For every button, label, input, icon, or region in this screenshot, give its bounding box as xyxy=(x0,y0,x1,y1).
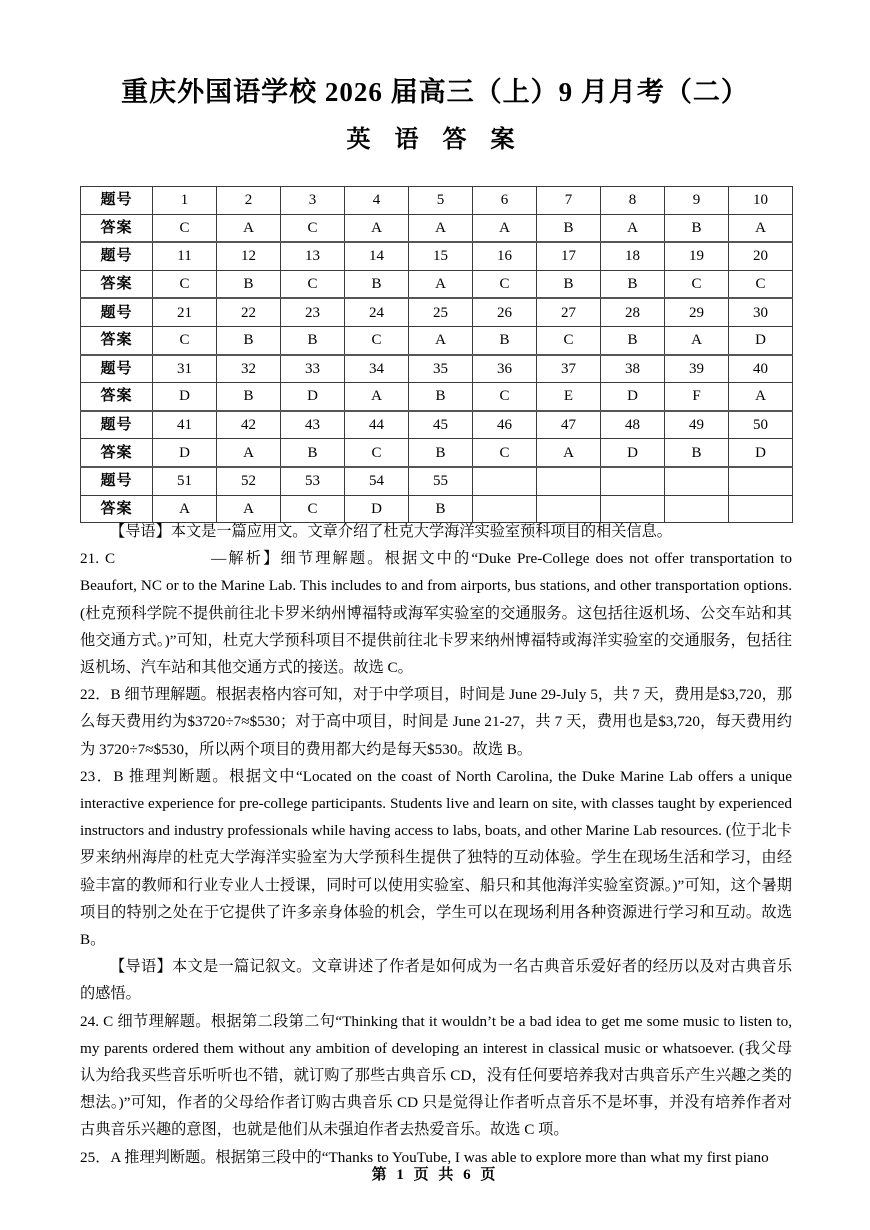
question-number: 51 xyxy=(153,467,217,495)
row-header-answer: 答案 xyxy=(81,326,153,354)
question-number: 2 xyxy=(217,187,281,215)
question-number: 3 xyxy=(281,187,345,215)
answer-cell: B xyxy=(345,270,409,298)
answer-cell: B xyxy=(601,270,665,298)
question-number: 36 xyxy=(473,355,537,383)
question-number: 54 xyxy=(345,467,409,495)
row-header-answer: 答案 xyxy=(81,383,153,411)
row-header-answer: 答案 xyxy=(81,214,153,242)
question-number: 37 xyxy=(537,355,601,383)
explanation-number-21: 21. C xyxy=(80,550,116,568)
question-number-empty xyxy=(729,467,793,495)
question-number: 41 xyxy=(153,411,217,439)
question-number: 35 xyxy=(409,355,473,383)
answer-table xyxy=(80,186,793,523)
answer-cell: D xyxy=(729,439,793,467)
question-number: 21 xyxy=(153,298,217,326)
answer-cell: C xyxy=(473,439,537,467)
question-number: 47 xyxy=(537,411,601,439)
question-number-empty xyxy=(537,467,601,495)
answer-cell: C xyxy=(665,270,729,298)
question-number: 38 xyxy=(601,355,665,383)
answer-cell: A xyxy=(537,439,601,467)
answer-cell: B xyxy=(217,326,281,354)
question-number: 26 xyxy=(473,298,537,326)
answer-cell: A xyxy=(409,214,473,242)
question-number-empty xyxy=(473,467,537,495)
question-number: 30 xyxy=(729,298,793,326)
answer-cell: D xyxy=(345,495,409,523)
answer-cell: C xyxy=(153,326,217,354)
question-number: 53 xyxy=(281,467,345,495)
row-header-number: 题号 xyxy=(81,242,153,270)
answer-cell: A xyxy=(409,270,473,298)
answer-cell: D xyxy=(153,383,217,411)
answer-cell: B xyxy=(409,439,473,467)
answer-cell: A xyxy=(409,326,473,354)
row-header-number: 题号 xyxy=(81,298,153,326)
question-number: 49 xyxy=(665,411,729,439)
question-number: 9 xyxy=(665,187,729,215)
answer-cell: A xyxy=(473,214,537,242)
answer-cell: B xyxy=(217,270,281,298)
question-number: 17 xyxy=(537,242,601,270)
answer-cell: C xyxy=(729,270,793,298)
question-number: 34 xyxy=(345,355,409,383)
answer-cell: D xyxy=(601,383,665,411)
answer-cell: C xyxy=(281,214,345,242)
question-number: 8 xyxy=(601,187,665,215)
page-subtitle: 英 语 答 案 xyxy=(346,127,524,154)
page-title: 重庆外国语学校 2026 届高三（上）9 月月考（二） xyxy=(121,77,749,107)
explanation-item-23: 23．B 推理判断题。根据文中“Located on the coast of North Carolina, the Duke Marine Lab offers a unique interactive experience for pre-college participants. Students live and learn on site, with classes taught by experienced instructors and industry professionals while having access to labs, boats, and other Marine Lab resources. (位于北卡罗来纳州海岸的杜克大学海洋实验室为大学预科生提供了独特的互动体验。学生在现场生活和学习，由经验丰富的教师和行业专业人士授课，同时可以使用实验室、船只和其他海洋实验室资源。)”可知，这个暑期项目的特别之处在于它提供了许多亲身体验的机会，学生可以在现场利用各种资源进行学习和互动。故选 B。 xyxy=(80,767,792,949)
question-number: 45 xyxy=(409,411,473,439)
answer-cell: C xyxy=(153,214,217,242)
question-number: 20 xyxy=(729,242,793,270)
table-row xyxy=(81,187,793,215)
answer-cell: B xyxy=(473,326,537,354)
question-number: 48 xyxy=(601,411,665,439)
answer-cell: B xyxy=(281,439,345,467)
question-number: 22 xyxy=(217,298,281,326)
answer-table-container xyxy=(80,186,792,523)
answer-cell: D xyxy=(601,439,665,467)
answer-cell: F xyxy=(665,383,729,411)
answer-cell: B xyxy=(537,270,601,298)
question-number: 16 xyxy=(473,242,537,270)
guide-paragraph-2: 【导语】本文是一篇记叙文。文章讲述了作者是如何成为一名古典音乐爱好者的经历以及对古典音乐的感悟。 xyxy=(80,958,792,1003)
table-row xyxy=(81,383,793,411)
question-number: 24 xyxy=(345,298,409,326)
question-number: 11 xyxy=(153,242,217,270)
row-header-number: 题号 xyxy=(81,187,153,215)
answer-cell: B xyxy=(409,495,473,523)
answer-cell: B xyxy=(537,214,601,242)
table-row xyxy=(81,439,793,467)
answer-cell: A xyxy=(153,495,217,523)
answer-cell: A xyxy=(217,439,281,467)
table-row xyxy=(81,467,793,495)
answer-table-body xyxy=(81,187,793,523)
question-number: 4 xyxy=(345,187,409,215)
question-number: 7 xyxy=(537,187,601,215)
question-number: 33 xyxy=(281,355,345,383)
question-number: 15 xyxy=(409,242,473,270)
question-number: 10 xyxy=(729,187,793,215)
answer-cell: A xyxy=(345,214,409,242)
answer-cell: C xyxy=(153,270,217,298)
question-number: 23 xyxy=(281,298,345,326)
answer-cell: C xyxy=(281,270,345,298)
question-number: 43 xyxy=(281,411,345,439)
question-number-empty xyxy=(601,467,665,495)
answer-cell: B xyxy=(281,326,345,354)
question-number: 5 xyxy=(409,187,473,215)
row-header-number: 题号 xyxy=(81,411,153,439)
answer-cell: C xyxy=(281,495,345,523)
table-row xyxy=(81,270,793,298)
question-number: 50 xyxy=(729,411,793,439)
explanation-text-21: —解析】细节理解题。根据文中的“Duke Pre-College does not offer transportation to Beaufort, NC or to the Marine Lab. This includes to and from airports, bus stations, and other transportation options. (杜克预科学院不提供前往北卡罗米纳州博福特或海军实验室的交通服务。这包括往返机场、公交车站和其他交通方式。)”可知，杜克大学预科项目不提供前往北卡罗来纳州博福特或海洋实验室的交通服务，包括往返机场、汽车站和其他交通方式的接送。故选 C。 xyxy=(80,550,792,677)
question-number: 31 xyxy=(153,355,217,383)
question-number: 55 xyxy=(409,467,473,495)
table-row xyxy=(81,326,793,354)
table-row xyxy=(81,355,793,383)
answer-cell: D xyxy=(729,326,793,354)
question-number: 18 xyxy=(601,242,665,270)
answer-cell: D xyxy=(153,439,217,467)
question-number: 19 xyxy=(665,242,729,270)
answer-cell: D xyxy=(281,383,345,411)
question-number: 14 xyxy=(345,242,409,270)
guide-paragraph-1: 【导语】本文是一篇应用文。文章介绍了杜克大学海洋实验室预科项目的相关信息。 xyxy=(110,523,672,540)
question-number: 42 xyxy=(217,411,281,439)
page-footer: 第 1 页 共 6 页 xyxy=(371,1167,499,1183)
question-number: 44 xyxy=(345,411,409,439)
explanations-section xyxy=(80,518,792,1171)
question-number: 46 xyxy=(473,411,537,439)
explanation-item-22: 22．B 细节理解题。根据表格内容可知，对于中学项目，时间是 June 29-July 5，共 7 天，费用是$3,720，那么每天费用约为$3720÷7≈$530；对于高中项目，时间是 June 21-27，共 7 天，费用也是$3,720，每天费用约为 3720÷7≈$530，所以两个项目的费用都大约是每天$530。故选 B。 xyxy=(80,686,792,758)
answer-cell: E xyxy=(537,383,601,411)
explanation-item-21 xyxy=(80,545,792,681)
answer-cell: B xyxy=(217,383,281,411)
answer-cell: A xyxy=(665,326,729,354)
answer-cell: B xyxy=(409,383,473,411)
question-number: 1 xyxy=(153,187,217,215)
answer-cell: C xyxy=(537,326,601,354)
row-header-answer: 答案 xyxy=(81,270,153,298)
table-row xyxy=(81,411,793,439)
explanation-item-24: 24. C 细节理解题。根据第二段第二句“Thinking that it wouldn’t be a bad idea to get me some music to listen to, my parents ordered them without any ambition of developing an interest in classical music or whatsoever. (我父母认为给我买些音乐听听也不错，就订购了那些古典音乐 CD，没有任何要培养我对古典音乐产生兴趣之类的想法。)”可知，作者的父母给作者订购古典音乐 CD 只是觉得让作者听点音乐不是坏事，并没有培养作者对古典音乐兴趣的意图，也就是他们从未强迫作者去热爱音乐。故选 C 项。 xyxy=(80,1012,792,1139)
question-number: 27 xyxy=(537,298,601,326)
row-header-answer: 答案 xyxy=(81,439,153,467)
explanation-item-25: 25．A 推理判断题。根据第三段中的“Thanks to YouTube, I was able to explore more than what my first piano xyxy=(80,1148,769,1166)
question-number: 13 xyxy=(281,242,345,270)
question-number: 39 xyxy=(665,355,729,383)
answer-cell: C xyxy=(345,439,409,467)
answer-cell: B xyxy=(665,439,729,467)
answer-cell: A xyxy=(217,495,281,523)
answer-cell: C xyxy=(345,326,409,354)
question-number: 40 xyxy=(729,355,793,383)
answer-cell: B xyxy=(665,214,729,242)
question-number: 29 xyxy=(665,298,729,326)
answer-cell: A xyxy=(729,383,793,411)
table-row xyxy=(81,298,793,326)
answer-cell: A xyxy=(217,214,281,242)
answer-cell: A xyxy=(601,214,665,242)
question-number: 32 xyxy=(217,355,281,383)
answer-cell: B xyxy=(601,326,665,354)
row-header-number: 题号 xyxy=(81,467,153,495)
question-number-empty xyxy=(665,467,729,495)
answer-cell: A xyxy=(729,214,793,242)
table-row xyxy=(81,242,793,270)
question-number: 28 xyxy=(601,298,665,326)
answer-cell: A xyxy=(345,383,409,411)
row-header-number: 题号 xyxy=(81,355,153,383)
question-number: 25 xyxy=(409,298,473,326)
answer-cell: C xyxy=(473,270,537,298)
table-row xyxy=(81,214,793,242)
answer-cell: C xyxy=(473,383,537,411)
question-number: 12 xyxy=(217,242,281,270)
question-number: 52 xyxy=(217,467,281,495)
row-header-answer: 答案 xyxy=(81,495,153,523)
question-number: 6 xyxy=(473,187,537,215)
